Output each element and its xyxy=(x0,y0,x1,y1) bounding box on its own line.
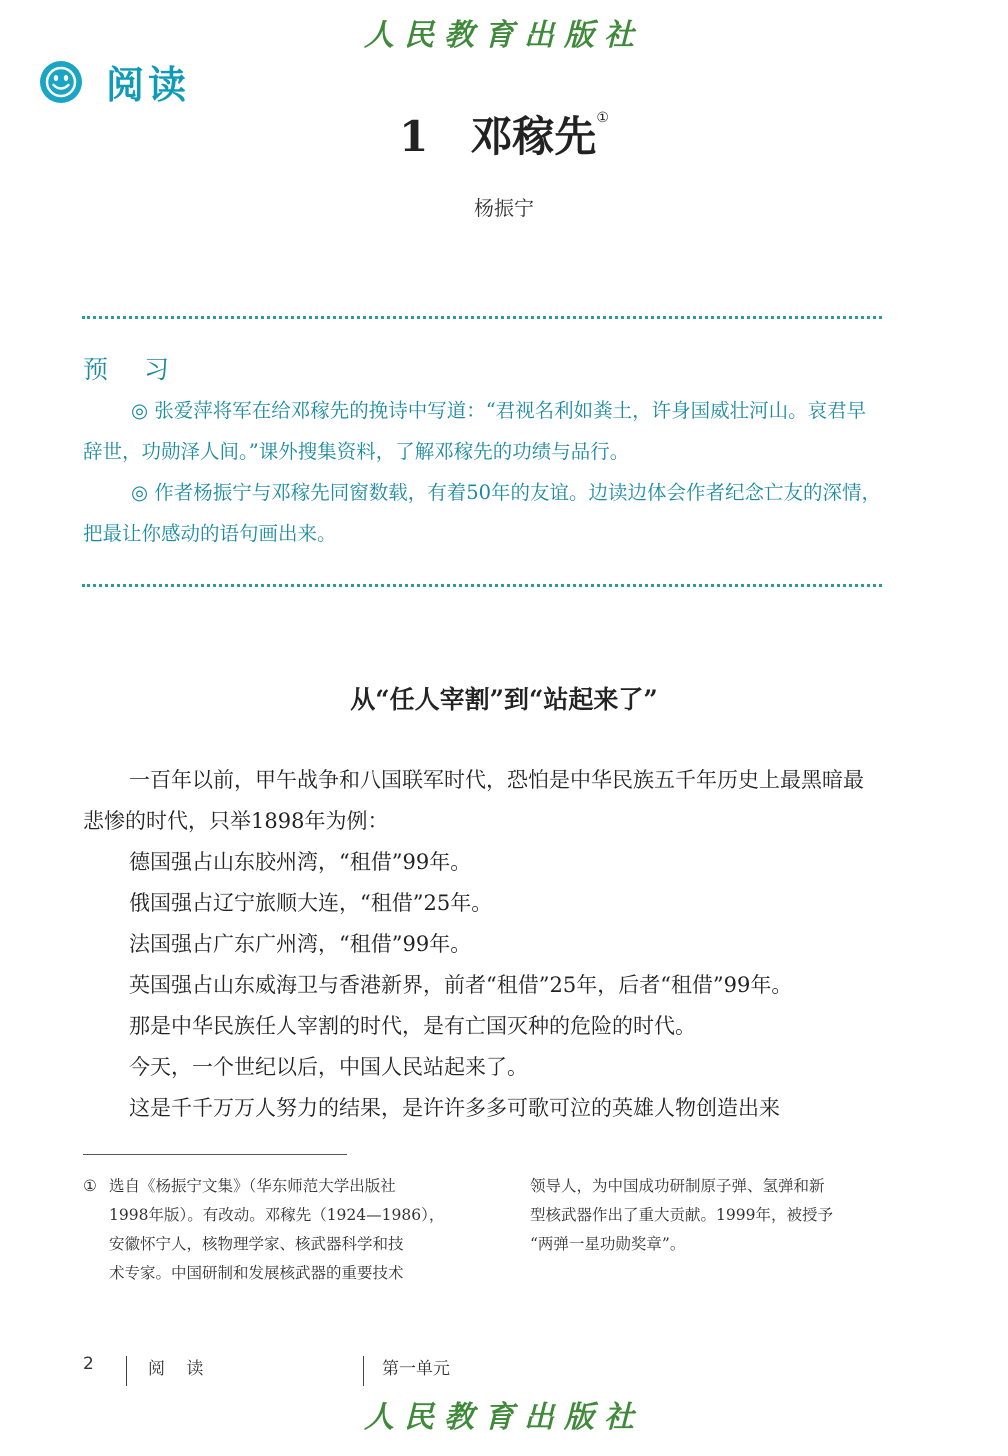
body-paragraph: 法国强占广东广州湾，“租借”99年。 xyxy=(129,932,472,956)
body-paragraph: 这是千千万万人努力的结果，是许许多多可歌可泣的英雄人物创造出来 xyxy=(129,1096,780,1120)
body-paragraph: 一百年以前，甲午战争和八国联军时代，恐怕是中华民族五千年历史上最黑暗最悲惨的时代，只举1898年为例： xyxy=(83,768,864,833)
smiley-icon xyxy=(38,59,84,105)
footnote-line: 1998年版）。有改动。邓稼先（1924—1986）， xyxy=(109,1206,445,1224)
lesson-title xyxy=(0,104,1008,164)
body-paragraph: 那是中华民族任人宰割的时代，是有亡国灭种的危险的时代。 xyxy=(129,1014,696,1038)
lesson-number: 1 xyxy=(399,112,429,161)
publisher-header-logo: 人民教育出版社 xyxy=(364,18,644,53)
section-heading: 从“任人宰割”到“站起来了” xyxy=(350,685,658,714)
footnote-line: “两弹一星功勋奖章”。 xyxy=(530,1235,686,1253)
footer-section: 阅 读 xyxy=(148,1359,212,1379)
footnote-line: 安徽怀宁人，核物理学家、核武器科学和技 xyxy=(109,1235,404,1253)
footer-divider xyxy=(126,1356,127,1386)
preview-item: ◎ 张爱萍将军在给邓稼先的挽诗中写道：“君视名利如粪土，许身国威壮河山。哀君早辞世，功勋泽人间。”课外搜集资料，了解邓稼先的功绩与品行。 xyxy=(83,399,867,463)
author-name: 杨振宁 xyxy=(474,196,534,220)
preview-heading: 预 习 xyxy=(83,355,183,384)
section-badge xyxy=(38,54,190,109)
publisher-footer-logo: 人民教育出版社 xyxy=(364,1400,644,1435)
preview-divider-bottom xyxy=(82,584,882,587)
preview-divider-top xyxy=(82,316,882,319)
lesson-title-text: 邓稼先 xyxy=(470,112,597,161)
preview-item: ◎ 作者杨振宁与邓稼先同窗数载，有着50年的友谊。边读边体会作者纪念亡友的深情，把最让你感动的语句画出来。 xyxy=(83,481,882,545)
footnote-reference[interactable]: ① xyxy=(596,110,609,126)
footnote-line: ① 选自《杨振宁文集》（华东师范大学出版社 xyxy=(83,1172,463,1201)
footnote-left-column xyxy=(83,1172,463,1288)
body-text xyxy=(83,760,883,1129)
body-paragraph: 德国强占山东胶州湾，“租借”99年。 xyxy=(129,850,472,874)
footer-unit: 第一单元 xyxy=(382,1359,450,1379)
footnote-right-column xyxy=(530,1172,890,1259)
section-label: 阅读 xyxy=(106,63,191,107)
body-paragraph: 今天，一个世纪以后，中国人民站起来了。 xyxy=(129,1055,528,1079)
footnote-mark: ① xyxy=(83,1177,97,1195)
footnote-line: 术专家。中国研制和发展核武器的重要技术 xyxy=(109,1264,404,1282)
footnote-line: 型核武器作出了重大贡献。1999年，被授予 xyxy=(530,1206,833,1224)
body-paragraph: 英国强占山东威海卫与香港新界，前者“租借”25年，后者“租借”99年。 xyxy=(129,973,793,997)
footer-divider xyxy=(363,1356,364,1386)
body-paragraph: 俄国强占辽宁旅顺大连，“租借”25年。 xyxy=(129,891,493,915)
footnote-line: 领导人，为中国成功研制原子弹、氢弹和新 xyxy=(530,1177,825,1195)
footnote-rule xyxy=(83,1154,347,1155)
page-number: 2 xyxy=(83,1354,94,1374)
preview-box xyxy=(83,390,883,554)
